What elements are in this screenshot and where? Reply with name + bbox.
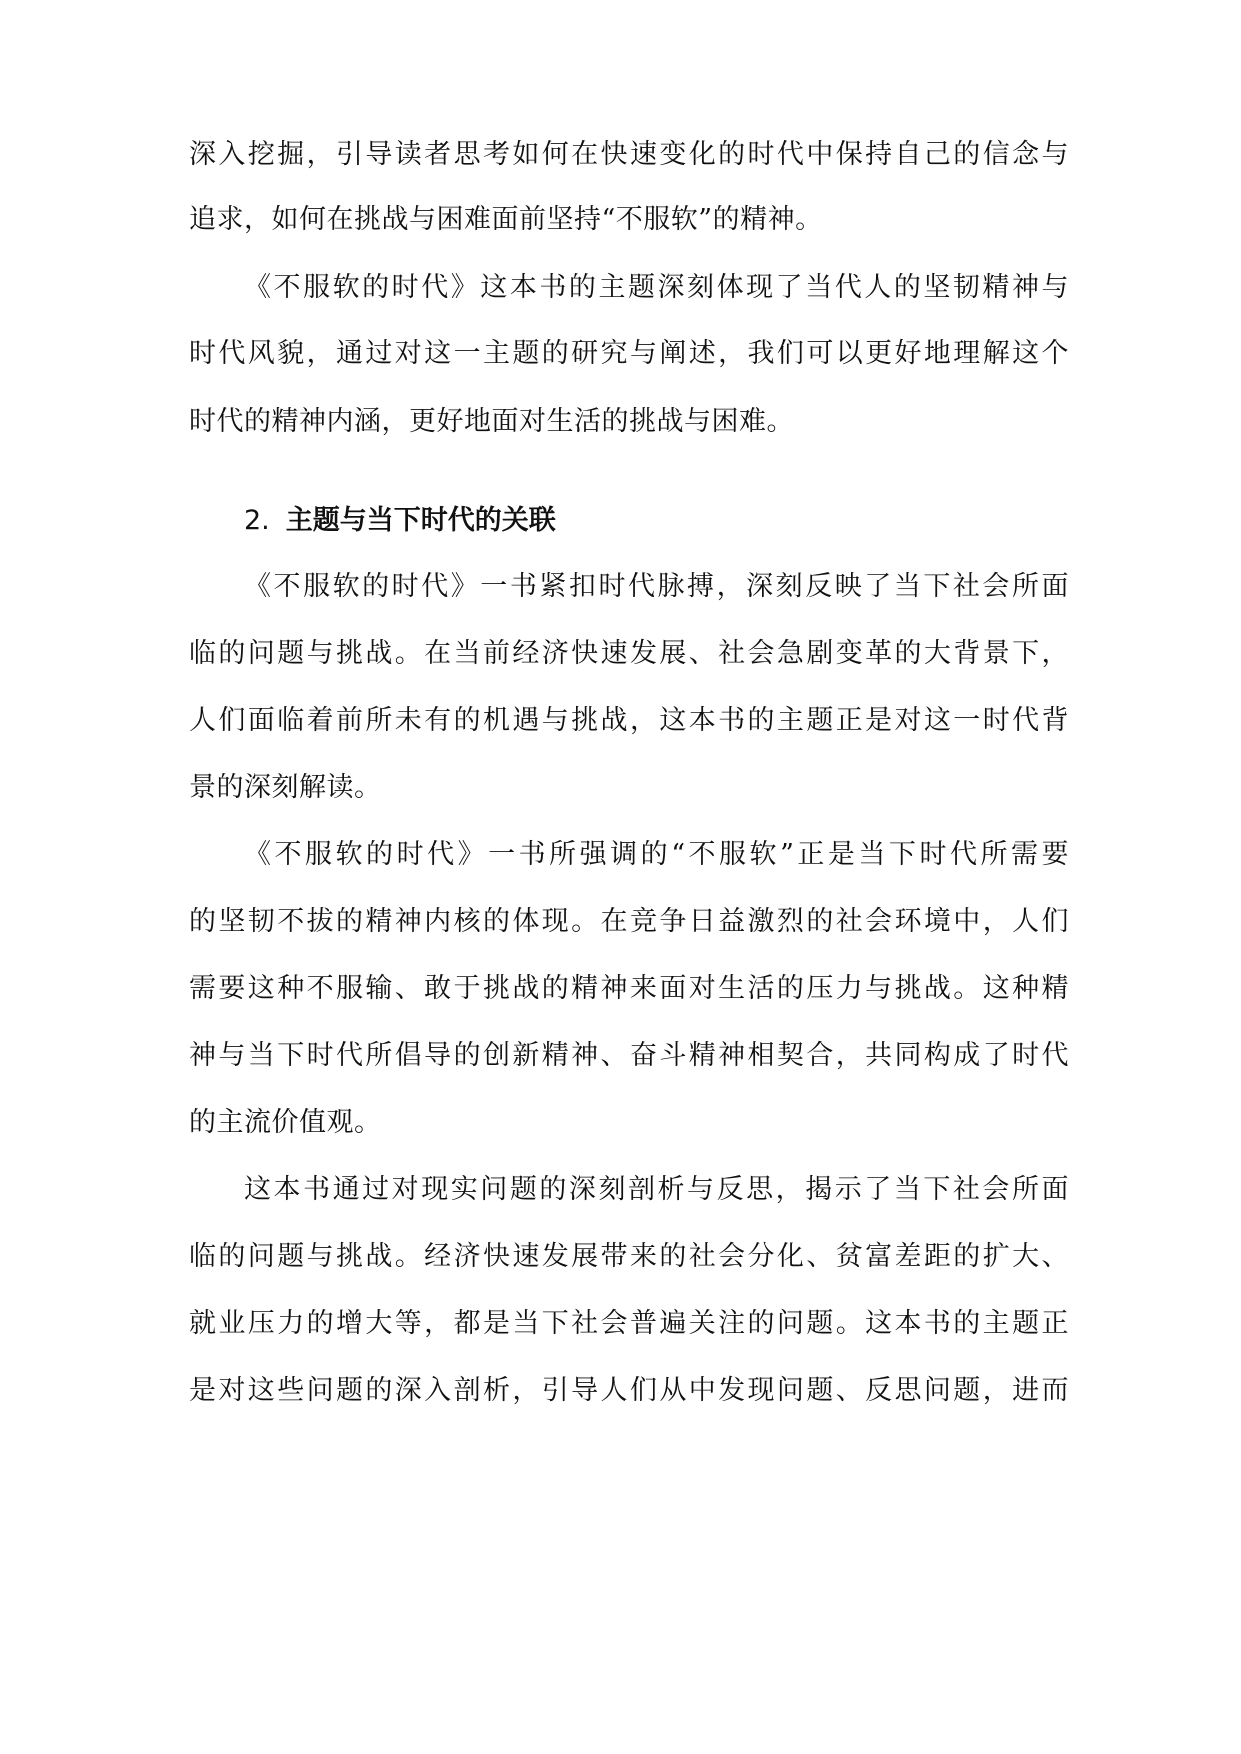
paragraph-line: 的坚韧不拔的精神内核的体现。在竞争日益激烈的社会环境中，人们	[189, 906, 1069, 937]
paragraph-line: 的主流价值观。	[189, 1107, 382, 1138]
paragraph-line: 这本书通过对现实问题的深刻剖析与反思，揭示了当下社会所面	[244, 1174, 1069, 1205]
paragraph-line: 追求，如何在挑战与困难面前坚持“不服软”的精神。	[189, 204, 823, 235]
paragraph-line: 临的问题与挑战。在当前经济快速发展、社会急剧变革的大背景下，	[189, 638, 1069, 669]
paragraph-line: 《不服软的时代》一书紧扣时代脉搏，深刻反映了当下社会所面	[244, 571, 1069, 602]
paragraph-line: 人们面临着前所未有的机遇与挑战，这本书的主题正是对这一时代背	[189, 705, 1069, 736]
paragraph-line: 是对这些问题的深入剖析，引导人们从中发现问题、反思问题，进而	[189, 1375, 1069, 1406]
paragraph-line: 时代的精神内涵，更好地面对生活的挑战与困难。	[189, 406, 794, 437]
paragraph-line: 《不服软的时代》一书所强调的“不服软”正是当下时代所需要	[244, 839, 1069, 870]
paragraph-line: 《不服软的时代》这本书的主题深刻体现了当代人的坚韧精神与	[244, 272, 1069, 303]
section-heading	[244, 501, 556, 541]
paragraph-line: 临的问题与挑战。经济快速发展带来的社会分化、贫富差距的扩大、	[189, 1241, 1069, 1272]
section-title: 主题与当下时代的关联	[285, 505, 556, 536]
paragraph-line: 景的深刻解读。	[189, 772, 382, 803]
paragraph-line: 需要这种不服输、敢于挑战的精神来面对生活的压力与挑战。这种精	[189, 973, 1069, 1004]
section-number: 2.	[244, 505, 270, 536]
paragraph-line: 神与当下时代所倡导的创新精神、奋斗精神相契合，共同构成了时代	[189, 1040, 1069, 1071]
paragraph-line: 时代风貌，通过对这一主题的研究与阐述，我们可以更好地理解这个	[189, 338, 1069, 369]
paragraph-line: 就业压力的增大等，都是当下社会普遍关注的问题。这本书的主题正	[189, 1308, 1069, 1339]
paragraph-line: 深入挖掘，引导读者思考如何在快速变化的时代中保持自己的信念与	[189, 139, 1069, 170]
